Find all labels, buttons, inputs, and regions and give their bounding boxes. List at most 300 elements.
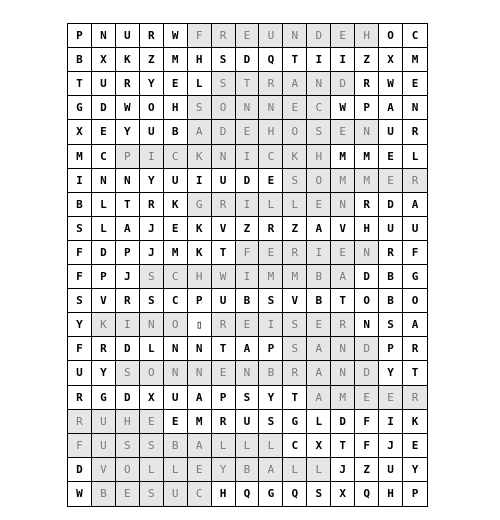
grid-cell[interactable]: N: [164, 361, 188, 385]
grid-cell[interactable]: R: [212, 313, 236, 337]
grid-cell[interactable]: H: [355, 24, 379, 48]
grid-cell[interactable]: Q: [236, 482, 260, 506]
grid-cell[interactable]: F: [68, 265, 92, 289]
grid-cell[interactable]: E: [259, 169, 283, 193]
grid-cell[interactable]: Q: [355, 482, 379, 506]
grid-cell[interactable]: P: [116, 145, 140, 169]
grid-cell[interactable]: S: [140, 289, 164, 313]
grid-cell[interactable]: C: [283, 434, 307, 458]
grid-cell[interactable]: K: [188, 241, 212, 265]
grid-cell[interactable]: I: [68, 169, 92, 193]
grid-cell[interactable]: U: [236, 410, 260, 434]
grid-cell[interactable]: N: [92, 169, 116, 193]
grid-cell[interactable]: S: [307, 482, 331, 506]
grid-cell[interactable]: F: [355, 410, 379, 434]
grid-cell[interactable]: F: [355, 434, 379, 458]
grid-cell[interactable]: M: [259, 265, 283, 289]
grid-cell[interactable]: X: [140, 386, 164, 410]
grid-cell[interactable]: P: [212, 386, 236, 410]
grid-cell[interactable]: E: [236, 313, 260, 337]
grid-cell[interactable]: J: [379, 434, 403, 458]
grid-cell[interactable]: P: [259, 337, 283, 361]
grid-cell[interactable]: E: [236, 24, 260, 48]
grid-cell[interactable]: A: [307, 361, 331, 385]
grid-cell[interactable]: A: [116, 217, 140, 241]
grid-cell[interactable]: O: [379, 24, 403, 48]
grid-cell[interactable]: T: [68, 72, 92, 96]
grid-cell[interactable]: B: [164, 120, 188, 144]
grid-cell[interactable]: W: [116, 96, 140, 120]
grid-cell[interactable]: H: [307, 145, 331, 169]
grid-cell[interactable]: T: [116, 193, 140, 217]
grid-cell[interactable]: H: [188, 265, 212, 289]
grid-cell[interactable]: S: [140, 265, 164, 289]
grid-cell[interactable]: I: [140, 145, 164, 169]
grid-cell[interactable]: U: [379, 217, 403, 241]
grid-cell[interactable]: A: [307, 217, 331, 241]
grid-cell[interactable]: D: [92, 96, 116, 120]
grid-cell[interactable]: L: [283, 193, 307, 217]
grid-cell[interactable]: X: [379, 48, 403, 72]
grid-cell[interactable]: R: [116, 72, 140, 96]
grid-cell[interactable]: A: [236, 337, 260, 361]
grid-cell[interactable]: L: [188, 72, 212, 96]
grid-cell[interactable]: R: [212, 410, 236, 434]
grid-cell[interactable]: L: [283, 458, 307, 482]
grid-cell[interactable]: I: [331, 48, 355, 72]
grid-cell[interactable]: V: [92, 289, 116, 313]
grid-cell[interactable]: U: [164, 169, 188, 193]
grid-cell[interactable]: S: [283, 169, 307, 193]
grid-cell[interactable]: T: [331, 289, 355, 313]
grid-cell[interactable]: W: [68, 482, 92, 506]
grid-cell[interactable]: L: [259, 434, 283, 458]
grid-cell[interactable]: G: [92, 386, 116, 410]
grid-cell[interactable]: Z: [355, 48, 379, 72]
grid-cell[interactable]: B: [307, 289, 331, 313]
grid-cell[interactable]: J: [140, 217, 164, 241]
grid-cell[interactable]: S: [259, 410, 283, 434]
grid-cell[interactable]: C: [164, 265, 188, 289]
grid-cell[interactable]: D: [307, 24, 331, 48]
grid-cell[interactable]: U: [259, 24, 283, 48]
grid-cell[interactable]: P: [188, 289, 212, 313]
grid-cell[interactable]: I: [236, 265, 260, 289]
grid-cell[interactable]: G: [188, 193, 212, 217]
grid-cell[interactable]: F: [236, 241, 260, 265]
grid-cell[interactable]: A: [403, 313, 427, 337]
grid-cell[interactable]: E: [379, 145, 403, 169]
grid-cell[interactable]: L: [307, 458, 331, 482]
grid-cell[interactable]: N: [355, 313, 379, 337]
grid-cell[interactable]: C: [164, 289, 188, 313]
grid-cell[interactable]: L: [140, 458, 164, 482]
grid-cell[interactable]: E: [164, 410, 188, 434]
grid-cell[interactable]: S: [259, 289, 283, 313]
grid-cell[interactable]: C: [259, 145, 283, 169]
grid-cell[interactable]: A: [188, 386, 212, 410]
grid-cell[interactable]: N: [331, 337, 355, 361]
grid-cell[interactable]: R: [403, 120, 427, 144]
grid-cell[interactable]: W: [212, 265, 236, 289]
grid-cell[interactable]: O: [283, 120, 307, 144]
grid-cell[interactable]: E: [188, 458, 212, 482]
grid-cell[interactable]: J: [140, 241, 164, 265]
grid-cell[interactable]: K: [188, 145, 212, 169]
grid-cell[interactable]: E: [283, 96, 307, 120]
grid-cell[interactable]: H: [188, 48, 212, 72]
grid-cell[interactable]: I: [236, 145, 260, 169]
grid-cell[interactable]: H: [355, 217, 379, 241]
grid-cell[interactable]: D: [355, 265, 379, 289]
grid-cell[interactable]: M: [331, 145, 355, 169]
grid-cell[interactable]: D: [379, 193, 403, 217]
grid-cell[interactable]: R: [140, 193, 164, 217]
grid-cell[interactable]: Y: [379, 361, 403, 385]
grid-cell[interactable]: O: [140, 361, 164, 385]
grid-cell[interactable]: T: [283, 386, 307, 410]
grid-cell[interactable]: N: [188, 361, 212, 385]
grid-cell[interactable]: U: [212, 169, 236, 193]
grid-cell[interactable]: Z: [236, 217, 260, 241]
grid-cell[interactable]: L: [236, 434, 260, 458]
grid-cell[interactable]: N: [236, 96, 260, 120]
grid-cell[interactable]: W: [164, 24, 188, 48]
grid-cell[interactable]: K: [283, 145, 307, 169]
grid-cell[interactable]: L: [403, 145, 427, 169]
grid-cell[interactable]: N: [116, 169, 140, 193]
grid-cell[interactable]: P: [355, 96, 379, 120]
grid-cell[interactable]: U: [116, 24, 140, 48]
grid-cell[interactable]: N: [307, 72, 331, 96]
grid-cell[interactable]: L: [307, 410, 331, 434]
grid-cell[interactable]: O: [116, 458, 140, 482]
grid-cell[interactable]: E: [236, 120, 260, 144]
grid-cell[interactable]: D: [236, 169, 260, 193]
grid-cell[interactable]: R: [212, 193, 236, 217]
grid-cell[interactable]: N: [188, 337, 212, 361]
grid-cell[interactable]: B: [68, 48, 92, 72]
grid-cell[interactable]: U: [92, 410, 116, 434]
grid-cell[interactable]: N: [212, 145, 236, 169]
grid-cell[interactable]: V: [212, 217, 236, 241]
grid-cell[interactable]: V: [283, 289, 307, 313]
grid-cell[interactable]: K: [92, 313, 116, 337]
grid-cell[interactable]: P: [116, 241, 140, 265]
grid-cell[interactable]: E: [212, 361, 236, 385]
grid-cell[interactable]: R: [331, 313, 355, 337]
grid-cell[interactable]: R: [212, 24, 236, 48]
grid-cell[interactable]: E: [403, 434, 427, 458]
grid-cell[interactable]: S: [283, 313, 307, 337]
grid-cell[interactable]: U: [212, 289, 236, 313]
grid-cell[interactable]: Z: [355, 458, 379, 482]
grid-cell[interactable]: J: [331, 458, 355, 482]
grid-cell[interactable]: E: [379, 169, 403, 193]
grid-cell[interactable]: E: [164, 72, 188, 96]
grid-cell[interactable]: B: [68, 193, 92, 217]
grid-cell[interactable]: A: [259, 458, 283, 482]
grid-cell[interactable]: P: [68, 24, 92, 48]
grid-cell[interactable]: M: [355, 145, 379, 169]
grid-cell[interactable]: E: [331, 24, 355, 48]
grid-cell[interactable]: S: [212, 72, 236, 96]
grid-cell[interactable]: N: [331, 193, 355, 217]
grid-cell[interactable]: I: [259, 313, 283, 337]
grid-cell[interactable]: D: [355, 361, 379, 385]
grid-cell[interactable]: D: [331, 72, 355, 96]
grid-cell[interactable]: S: [140, 482, 164, 506]
grid-cell[interactable]: D: [355, 337, 379, 361]
grid-cell[interactable]: E: [164, 217, 188, 241]
grid-cell[interactable]: W: [379, 72, 403, 96]
grid-cell[interactable]: X: [331, 482, 355, 506]
grid-cell[interactable]: C: [188, 482, 212, 506]
grid-cell[interactable]: A: [188, 120, 212, 144]
grid-cell[interactable]: R: [355, 72, 379, 96]
grid-cell[interactable]: L: [92, 217, 116, 241]
grid-cell[interactable]: P: [92, 265, 116, 289]
grid-cell[interactable]: C: [92, 145, 116, 169]
grid-cell[interactable]: R: [355, 193, 379, 217]
grid-cell[interactable]: B: [259, 361, 283, 385]
grid-cell[interactable]: D: [236, 48, 260, 72]
grid-cell[interactable]: A: [403, 193, 427, 217]
grid-cell[interactable]: O: [403, 289, 427, 313]
grid-cell[interactable]: Y: [140, 72, 164, 96]
grid-cell[interactable]: R: [379, 241, 403, 265]
grid-cell[interactable]: N: [259, 96, 283, 120]
grid-cell[interactable]: E: [331, 120, 355, 144]
grid-cell[interactable]: U: [92, 72, 116, 96]
grid-cell[interactable]: U: [164, 386, 188, 410]
grid-cell[interactable]: L: [212, 434, 236, 458]
grid-cell[interactable]: O: [212, 96, 236, 120]
grid-cell[interactable]: F: [68, 434, 92, 458]
grid-cell[interactable]: R: [259, 72, 283, 96]
grid-cell[interactable]: Z: [140, 48, 164, 72]
grid-cell[interactable]: L: [92, 193, 116, 217]
grid-cell[interactable]: U: [379, 458, 403, 482]
grid-cell[interactable]: N: [164, 337, 188, 361]
grid-cell[interactable]: U: [68, 361, 92, 385]
grid-cell[interactable]: U: [140, 120, 164, 144]
grid-cell[interactable]: E: [116, 482, 140, 506]
grid-cell[interactable]: E: [307, 193, 331, 217]
grid-cell[interactable]: D: [331, 410, 355, 434]
grid-cell[interactable]: C: [164, 145, 188, 169]
grid-cell[interactable]: F: [403, 241, 427, 265]
grid-cell[interactable]: M: [68, 145, 92, 169]
grid-cell[interactable]: H: [259, 120, 283, 144]
grid-cell[interactable]: Y: [403, 458, 427, 482]
grid-cell[interactable]: F: [68, 241, 92, 265]
grid-cell[interactable]: Y: [212, 458, 236, 482]
grid-cell[interactable]: D: [116, 386, 140, 410]
grid-cell[interactable]: X: [92, 48, 116, 72]
grid-cell[interactable]: P: [379, 337, 403, 361]
grid-cell[interactable]: B: [236, 289, 260, 313]
grid-cell[interactable]: G: [283, 410, 307, 434]
grid-cell[interactable]: A: [307, 337, 331, 361]
grid-cell[interactable]: E: [331, 241, 355, 265]
grid-cell[interactable]: K: [116, 48, 140, 72]
grid-cell[interactable]: D: [212, 120, 236, 144]
grid-cell[interactable]: V: [331, 217, 355, 241]
grid-cell[interactable]: N: [331, 361, 355, 385]
grid-cell[interactable]: N: [355, 120, 379, 144]
grid-cell[interactable]: I: [379, 410, 403, 434]
grid-cell[interactable]: A: [188, 434, 212, 458]
grid-cell[interactable]: B: [236, 458, 260, 482]
grid-cell[interactable]: O: [355, 289, 379, 313]
grid-cell[interactable]: O: [164, 313, 188, 337]
grid-cell[interactable]: W: [331, 96, 355, 120]
grid-cell[interactable]: D: [116, 337, 140, 361]
grid-cell[interactable]: O: [140, 96, 164, 120]
grid-cell[interactable]: M: [283, 265, 307, 289]
grid-cell[interactable]: S: [116, 434, 140, 458]
grid-cell[interactable]: E: [403, 72, 427, 96]
grid-cell[interactable]: Y: [140, 169, 164, 193]
grid-cell[interactable]: S: [212, 48, 236, 72]
grid-cell[interactable]: X: [68, 120, 92, 144]
grid-cell[interactable]: R: [283, 361, 307, 385]
grid-cell[interactable]: Z: [283, 217, 307, 241]
grid-cell[interactable]: G: [403, 265, 427, 289]
grid-cell[interactable]: A: [379, 96, 403, 120]
grid-cell[interactable]: R: [68, 410, 92, 434]
grid-cell[interactable]: T: [236, 72, 260, 96]
grid-cell[interactable]: R: [140, 24, 164, 48]
grid-cell[interactable]: S: [140, 434, 164, 458]
grid-cell[interactable]: S: [68, 289, 92, 313]
grid-cell[interactable]: E: [259, 241, 283, 265]
grid-cell[interactable]: L: [164, 458, 188, 482]
grid-cell[interactable]: Y: [259, 386, 283, 410]
grid-cell[interactable]: G: [68, 96, 92, 120]
grid-cell[interactable]: N: [236, 361, 260, 385]
grid-cell[interactable]: L: [259, 193, 283, 217]
grid-cell[interactable]: D: [68, 458, 92, 482]
grid-cell[interactable]: G: [259, 482, 283, 506]
grid-cell[interactable]: E: [140, 410, 164, 434]
grid-cell[interactable]: S: [307, 120, 331, 144]
grid-cell[interactable]: A: [307, 386, 331, 410]
grid-cell[interactable]: T: [212, 241, 236, 265]
grid-cell[interactable]: M: [188, 410, 212, 434]
grid-cell[interactable]: ▯: [188, 313, 212, 337]
grid-cell[interactable]: M: [355, 169, 379, 193]
grid-cell[interactable]: R: [68, 386, 92, 410]
grid-cell[interactable]: R: [403, 169, 427, 193]
grid-cell[interactable]: E: [355, 386, 379, 410]
grid-cell[interactable]: T: [403, 361, 427, 385]
grid-cell[interactable]: N: [140, 313, 164, 337]
grid-cell[interactable]: S: [116, 361, 140, 385]
grid-cell[interactable]: B: [379, 265, 403, 289]
grid-cell[interactable]: B: [164, 434, 188, 458]
grid-cell[interactable]: Y: [68, 313, 92, 337]
grid-cell[interactable]: V: [92, 458, 116, 482]
grid-cell[interactable]: Q: [259, 48, 283, 72]
grid-cell[interactable]: B: [307, 265, 331, 289]
grid-cell[interactable]: C: [307, 96, 331, 120]
grid-cell[interactable]: D: [92, 241, 116, 265]
grid-cell[interactable]: H: [379, 482, 403, 506]
grid-cell[interactable]: H: [164, 96, 188, 120]
grid-cell[interactable]: R: [92, 337, 116, 361]
grid-cell[interactable]: I: [236, 193, 260, 217]
grid-cell[interactable]: N: [355, 241, 379, 265]
grid-cell[interactable]: L: [140, 337, 164, 361]
grid-cell[interactable]: M: [331, 386, 355, 410]
grid-cell[interactable]: N: [403, 96, 427, 120]
grid-cell[interactable]: R: [403, 337, 427, 361]
grid-cell[interactable]: U: [92, 434, 116, 458]
grid-cell[interactable]: R: [403, 386, 427, 410]
grid-cell[interactable]: J: [116, 265, 140, 289]
grid-cell[interactable]: S: [68, 217, 92, 241]
grid-cell[interactable]: H: [116, 410, 140, 434]
grid-cell[interactable]: I: [307, 48, 331, 72]
grid-cell[interactable]: S: [283, 337, 307, 361]
grid-cell[interactable]: R: [116, 289, 140, 313]
grid-cell[interactable]: X: [307, 434, 331, 458]
grid-cell[interactable]: M: [403, 48, 427, 72]
grid-cell[interactable]: I: [307, 241, 331, 265]
grid-cell[interactable]: P: [411, 487, 419, 501]
grid-cell[interactable]: T: [212, 337, 236, 361]
grid-cell[interactable]: U: [164, 482, 188, 506]
grid-cell[interactable]: S: [379, 313, 403, 337]
grid-cell[interactable]: B: [92, 482, 116, 506]
grid-cell[interactable]: M: [164, 241, 188, 265]
grid-cell[interactable]: S: [188, 96, 212, 120]
grid-cell[interactable]: F: [188, 24, 212, 48]
grid-cell[interactable]: M: [331, 169, 355, 193]
grid-cell[interactable]: H: [212, 482, 236, 506]
grid-cell[interactable]: N: [92, 24, 116, 48]
grid-cell[interactable]: Y: [92, 361, 116, 385]
grid-cell[interactable]: T: [331, 434, 355, 458]
grid-cell[interactable]: F: [68, 337, 92, 361]
grid-cell[interactable]: T: [283, 48, 307, 72]
grid-cell[interactable]: R: [283, 241, 307, 265]
grid-cell[interactable]: R: [259, 217, 283, 241]
grid-cell[interactable]: B: [379, 289, 403, 313]
grid-cell[interactable]: K: [403, 410, 427, 434]
grid-cell[interactable]: E: [92, 120, 116, 144]
grid-cell[interactable]: K: [188, 217, 212, 241]
grid-cell[interactable]: A: [331, 265, 355, 289]
grid-cell[interactable]: E: [307, 313, 331, 337]
grid-cell[interactable]: U: [379, 120, 403, 144]
grid-cell[interactable]: M: [164, 48, 188, 72]
grid-cell[interactable]: U: [403, 217, 427, 241]
grid-cell[interactable]: N: [283, 24, 307, 48]
grid-cell[interactable]: A: [283, 72, 307, 96]
grid-cell[interactable]: E: [379, 386, 403, 410]
grid-cell[interactable]: O: [307, 169, 331, 193]
grid-cell[interactable]: I: [188, 169, 212, 193]
grid-cell[interactable]: S: [236, 386, 260, 410]
grid-cell[interactable]: Y: [116, 120, 140, 144]
grid-cell[interactable]: K: [164, 193, 188, 217]
grid-cell[interactable]: C: [403, 24, 427, 48]
grid-cell[interactable]: Q: [283, 482, 307, 506]
grid-cell[interactable]: I: [116, 313, 140, 337]
